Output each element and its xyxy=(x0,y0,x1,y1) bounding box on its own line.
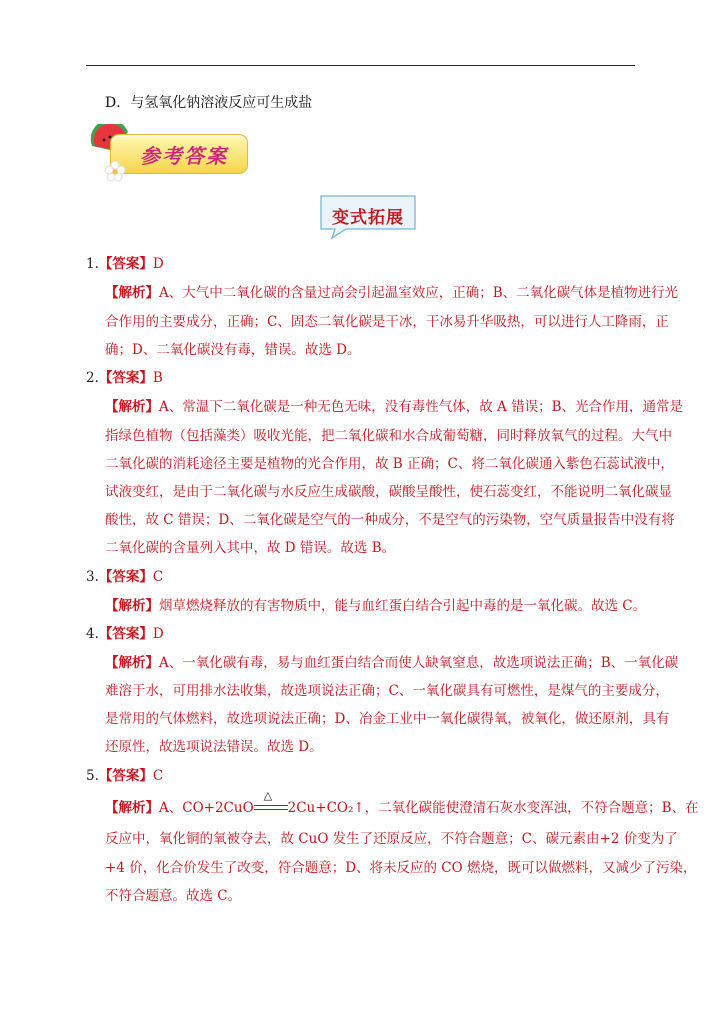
answer-2-line: 【解析】A、常温下二氧化碳是一种无色无味，没有毒性气体，故 A 错误；B、光合作用，通常是 xyxy=(105,399,684,415)
answer-4-head: 4.【答案】D xyxy=(86,626,164,642)
top-rule xyxy=(86,65,635,66)
answer-2-line: 试液变红，是由于二氧化碳与水反应生成碳酸，碳酸呈酸性，使石蕊变红，不能说明二氧化碳显 xyxy=(105,484,672,500)
option-d: D．与氢氧化钠溶液反应可生成盐 xyxy=(105,95,313,111)
answer-5-line: 不符合题意。故选 C。 xyxy=(105,888,242,904)
answer-3-line: 【解析】烟草燃烧释放的有害物质中，能与血红蛋白结合引起中毒的是一氧化碳。故选 C。 xyxy=(105,598,647,614)
answer-1-line: 合作用的主要成分，正确；C、固态二氧化碳是干冰，干冰易升华吸热，可以进行人工降雨，正 xyxy=(105,314,669,330)
answer-2-line: 二氧化碳的含量列入其中，故 D 错误。故选 B。 xyxy=(105,540,396,556)
answer-5-head: 5.【答案】C xyxy=(86,768,164,784)
section-title: 变式拓展 xyxy=(332,208,404,228)
banner-label: 参考答案 xyxy=(140,144,228,168)
answer-5-line: +4 价，化合价发生了改变，符合题意；D、将未反应的 CO 燃烧，既可以做燃料，又减少了污染， xyxy=(105,860,697,876)
answer-2-line: 酸性，故 C 错误；D、二氧化碳是空气的一种成分，不是空气的污染物，空气质量报告中没有将 xyxy=(105,512,675,528)
reaction-condition xyxy=(254,789,288,814)
flower-icon xyxy=(104,160,126,182)
heat-symbol: △ xyxy=(263,789,273,802)
section-callout xyxy=(320,195,416,235)
answer-1-line: 【解析】A、大气中二氧化碳的含量过高会引起温室效应，正确；B、二氧化碳气体是植物进行光 xyxy=(105,285,679,301)
answer-4-line: 还原性，故选项说法错误。故选 D。 xyxy=(105,739,323,755)
answer-5-line: 【解析】A、CO+2CuO △ 2Cu+CO₂↑，二氧化碳能使澄清石灰水变浑浊，不符合题意；B、在 xyxy=(105,789,699,816)
answer-2-head: 2.【答案】B xyxy=(86,370,163,386)
answer-3-head: 3.【答案】C xyxy=(86,569,164,585)
reference-answer-banner xyxy=(88,124,248,180)
answer-4-line: 【解析】A、一氧化碳有毒，易与血红蛋白结合而使人缺氧窒息，故选项说法正确；B、一氧化碳 xyxy=(105,655,679,671)
answer-1-line: 确；D、二氧化碳没有毒，错误。故选 D。 xyxy=(105,342,361,358)
answer-2-line: 指绿色植物（包括藻类）吸收光能，把二氧化碳和水合成葡萄糖，同时释放氧气的过程。大气中 xyxy=(105,428,672,444)
answer-2-line: 二氧化碳的消耗途径主要是植物的光合作用，故 B 正确；C、将二氧化碳通入紫色石蕊试液中， xyxy=(105,456,674,472)
answer-5-line: 反应中，氧化铜的氧被夺去，故 CuO 发生了还原反应，不符合题意；C、碳元素由+2 价变为了 xyxy=(105,831,678,847)
answer-4-line: 是常用的气体燃料，故选项说法正确；D、冶金工业中一氧化碳得氧，被氧化，做还原剂，具有 xyxy=(105,711,670,727)
answer-1-head: 1.【答案】D xyxy=(86,256,164,272)
answer-4-line: 难溶于水，可用排水法收集，故选项说法正确；C、一氧化碳具有可燃性，是煤气的主要成分， xyxy=(105,683,669,699)
